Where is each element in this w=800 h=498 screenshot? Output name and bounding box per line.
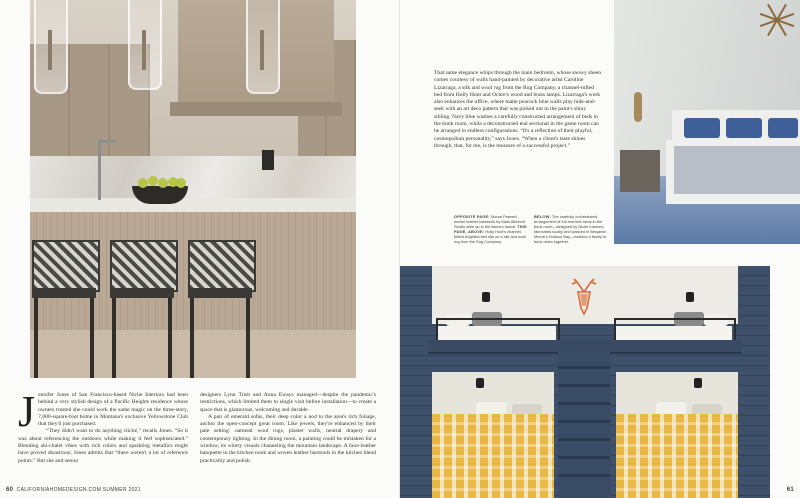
caption-label: OPPOSITE PAGE: [454,214,490,219]
folio-left [6,487,141,493]
paragraph: ennifer Jones of San Francisco-based Niche Interiors had been behind a very stylish design of a Pacific Heights residence whose owners trusted she could work the same magic on the three-story, 7,000-square-foot home in Montana's exclusive Yellowstone Club that they'd just purchased. [38,392,188,428]
right-page [400,0,800,498]
caption-left [454,214,528,244]
bunk-room-photo [400,266,770,498]
chandelier-icon [756,2,800,38]
caption-text: Moran Parmed woven leather barstools by Mark Albrecht Studio sidle up to the kitchen island. [454,214,526,229]
paragraph: designers Lynn Trish and Anna Eways managed—despite the pandemic's restrictions, which limited them to single visit before installation—to create a space that is glamorous, welcoming and durable. [200,392,376,413]
caption-text: Holly Hunt's channel-tufted Angelika bed sits on a silk and wool rug from the Rug Company. [454,229,527,244]
bedroom-photo [614,0,800,244]
caption-label: BELOW: [534,214,551,219]
caption-label: THIS PAGE, ABOVE: [454,224,527,234]
folio-right [787,487,794,493]
kitchen-photo [30,0,356,378]
body-column-2 [200,392,376,465]
deer-head-icon [568,278,600,318]
folio-text: CALIFORNIAHOMEDESIGN.COM SUMMER 2021 [16,487,141,493]
caption-text: The carefully orchestrated arrangement of full and twin beds in the bunk room—designed by Niche Interiors, fabricated locally and washed in Benjamin Moore's Hudson Bay—enables a family to bunk down together. [534,214,607,244]
paragraph: A pair of emerald sofas, their deep color a nod to the area's rich foliage, anchor the open-concept great room. Like jewels, they're enhanced by their pale setting: oatmeal wool rugs, plaster walls, neutral drapery and contemporary lighting. In the dining room, a painting could be mistaken for a window, its wintry visuals channeling the mountain landscape. A faux-leather banquette in the kitchen nook and woven leather barstools in the kitchen blend practicality and polish. [200,413,376,464]
drop-cap: J [18,387,36,436]
caption-right [534,214,608,244]
page-number: 61 [786,487,794,493]
body-column-right [434,70,602,150]
paragraph: That same elegance whips through the main bedroom, whose snowy sheen comes courtesy of walls hand-painted by decorative artist Caroline Lizarraga, a silk and wool rug from the Rug Company, a channel-tufted bed from Holly Hunt and Ochre's wood and brass lamps. Lizarraga's work also enhances the office, where matte peacock blue walls play hide-and-seek with an art deco pattern that was picked out in the paint's shiny sibling. Navy blue washes a carefully constructed arrangement of beds in the bunk room, while a deconstructed teal sectional in the game room can be arranged in endless configurations. “It's a reflection of their playful, cosmopolitan personality,” says Jones. “When a client's taste shines through, that, for me, is the measure of a successful project.” [434,70,601,149]
paragraph: “They didn't want to do anything cliché,” recalls Jones. “So it was about referencing the outdoors while making it feel sophisticated.” Blending ski-chalet vibes with rich colors and sparkling metallics might have proved disastrous; Jones admits that “there weren't a lot of reference points.” But she and senior [18,428,188,464]
page-number: 60 [6,487,14,493]
body-column-1 [18,387,188,465]
